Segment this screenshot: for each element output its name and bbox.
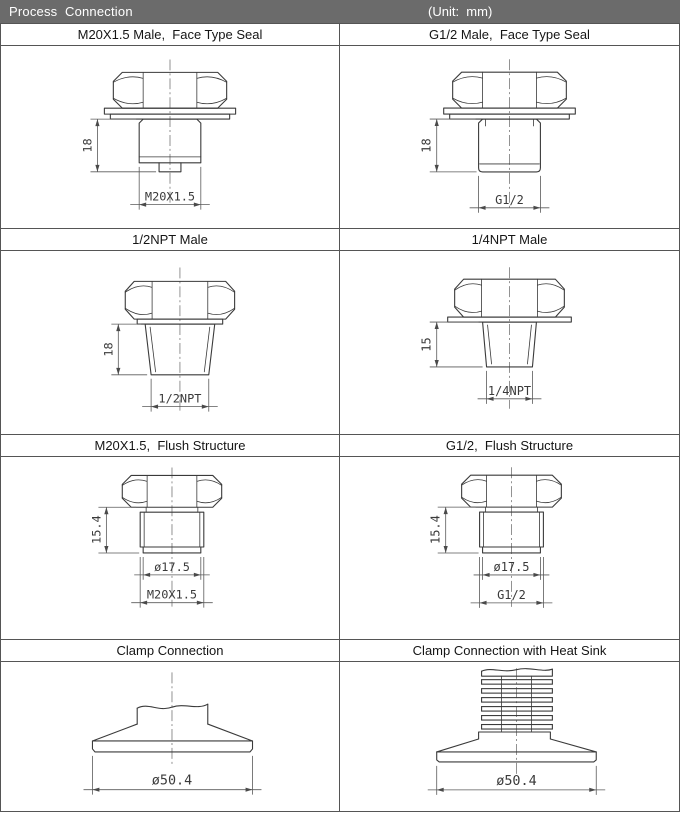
- drawing-m20-flush: [1, 457, 339, 639]
- cell-title-clamp-heatsink: [340, 640, 679, 661]
- title-row-4: [1, 639, 679, 662]
- dim-diameter-label: ø50.4: [496, 773, 537, 789]
- drawing-cell: [1, 457, 340, 639]
- unit-label: (Unit: mm): [428, 4, 493, 19]
- cell-title-g12-face-seal: [340, 24, 679, 45]
- dimension-height: [101, 324, 147, 375]
- dimension-height: [80, 119, 156, 172]
- cell-title-m20-face-seal: [1, 24, 340, 45]
- cell-title-m20-flush: [1, 435, 340, 456]
- drawing-cell: [1, 46, 340, 228]
- dim-height-label: 15.4: [428, 515, 443, 544]
- cell-title-text: 1/2NPT Male: [132, 232, 208, 247]
- dim-height-label: 18: [419, 138, 434, 153]
- dim-thread-label: M20X1.5: [146, 587, 198, 602]
- drawing-row-3: [1, 457, 679, 639]
- dim-thread-label: 1/2NPT: [158, 391, 202, 406]
- spec-table: [0, 23, 680, 812]
- heat-sink-fins: [482, 669, 553, 732]
- dim-height-label: 15.4: [89, 515, 104, 544]
- drawing-m20-face-seal: [1, 46, 339, 228]
- dim-diameter-label: ø17.5: [154, 559, 190, 574]
- cell-title-text: M20X1.5 Male, Face Type Seal: [77, 27, 263, 42]
- dim-thread-label: 1/4NPT: [487, 383, 532, 398]
- clamp-ferrule: [92, 724, 252, 752]
- cell-title-text: M20X1.5, Flush Structure: [94, 438, 246, 453]
- dimension-height: [89, 507, 139, 553]
- page-title: Process Connection: [9, 4, 133, 19]
- sensor-stub: [479, 732, 551, 739]
- drawing-row-4: [1, 662, 679, 811]
- drawing-cell: [1, 251, 340, 434]
- header-bar: [0, 0, 680, 23]
- dimension-height: [420, 322, 483, 367]
- drawing-row-1: [1, 46, 679, 228]
- cell-title-npt14: [340, 229, 679, 250]
- drawing-row-2: [1, 251, 679, 434]
- drawing-cell: [340, 46, 679, 228]
- cell-title-clamp: [1, 640, 340, 661]
- drawing-cell: [1, 662, 340, 811]
- title-row-2: [1, 228, 679, 251]
- dim-height-label: 18: [101, 342, 116, 357]
- cell-title-text: 1/4NPT Male: [471, 232, 548, 247]
- drawing-npt14-male: [340, 251, 679, 434]
- drawing-g12-flush: [340, 457, 679, 639]
- drawing-clamp: [1, 662, 339, 811]
- cell-title-g12-flush: [340, 435, 679, 456]
- drawing-cell: [340, 457, 679, 639]
- dimension-thread: [478, 371, 542, 404]
- dim-diameter-label: ø50.4: [151, 773, 193, 789]
- cell-title-npt12: [1, 229, 340, 250]
- dim-height-label: 15: [419, 337, 434, 352]
- dimension-diameter: [84, 756, 262, 795]
- dim-height-label: 18: [80, 138, 95, 153]
- cell-title-text: Clamp Connection with Heat Sink: [412, 643, 607, 658]
- dim-diameter-label: ø17.5: [493, 559, 530, 574]
- dim-thread-label: M20X1.5: [144, 189, 196, 204]
- cell-title-text: G1/2, Flush Structure: [445, 438, 574, 453]
- cell-title-text: G1/2 Male, Face Type Seal: [429, 27, 590, 42]
- title-row-3: [1, 434, 679, 457]
- drawing-npt12-male: [1, 251, 339, 434]
- drawing-cell: [340, 662, 679, 811]
- dim-thread-label: G1/2: [497, 587, 526, 602]
- drawing-g12-face-seal: [340, 46, 679, 228]
- cell-title-text: Clamp Connection: [116, 643, 224, 658]
- dimension-height: [420, 119, 477, 172]
- drawing-cell: [340, 251, 679, 434]
- dimension-height: [429, 507, 479, 553]
- drawing-clamp-heatsink: [340, 662, 679, 811]
- dim-thread-label: G1/2: [495, 192, 524, 207]
- sensor-stub: [137, 704, 208, 724]
- title-row-1: [1, 23, 679, 46]
